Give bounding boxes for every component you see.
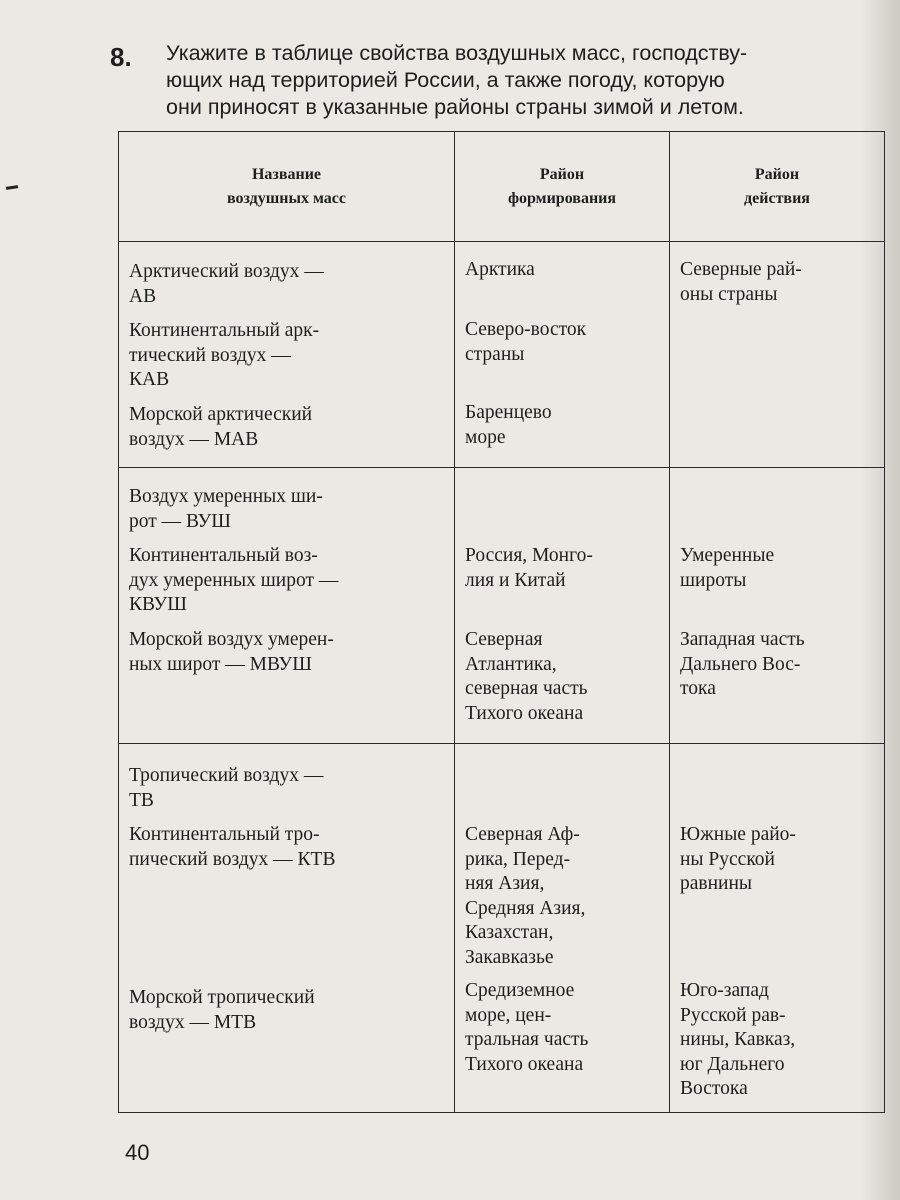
text-line: Континентальный арк- xyxy=(129,320,320,341)
air-masses-table xyxy=(118,131,885,1113)
text-line: Западная часть xyxy=(680,629,805,650)
action-entry xyxy=(680,628,878,702)
text-line: тральная часть xyxy=(465,1029,589,1050)
task-line: ющих над территорией России, а также погоду, которую xyxy=(166,68,725,92)
formation-entry xyxy=(465,544,663,593)
action-entry xyxy=(680,258,878,307)
text-line: северная часть xyxy=(465,678,588,699)
text-line: лия и Китай xyxy=(465,569,566,591)
formation-entry xyxy=(465,401,663,450)
text-line: ны Русской xyxy=(680,848,775,870)
text-line: море, цен- xyxy=(465,1004,552,1026)
text-line: КАВ xyxy=(129,369,170,390)
text-line: страны xyxy=(465,343,525,365)
text-line: няя Азия, xyxy=(465,873,545,894)
air-mass-entry xyxy=(129,764,448,813)
table-row-tropical xyxy=(119,744,885,1113)
table-header-row xyxy=(119,132,885,242)
cell-names xyxy=(119,468,455,744)
text-line: Закавказье xyxy=(465,946,554,968)
task-line: Укажите в таблице свойства воздушных масс, господству- xyxy=(166,41,748,65)
action-entry xyxy=(680,979,878,1102)
cell-formation xyxy=(455,242,670,468)
formation-entry xyxy=(465,823,663,970)
text-line: Южные райо- xyxy=(680,824,796,845)
text-line: АВ xyxy=(129,285,157,307)
air-mass-entry xyxy=(129,260,448,309)
text-line: равнины xyxy=(680,873,753,894)
text-line: рика, Перед- xyxy=(465,848,571,870)
text-line: широты xyxy=(680,569,747,591)
cell-action xyxy=(670,468,885,744)
text-line: Воздух умеренных ши- xyxy=(129,486,323,507)
header-line: Район xyxy=(754,165,800,183)
cell-action xyxy=(670,242,885,468)
air-mass-entry xyxy=(129,403,448,452)
text-line: Казахстан, xyxy=(465,922,554,943)
formation-entry xyxy=(465,258,663,283)
air-mass-entry xyxy=(129,986,448,1035)
cell-formation xyxy=(455,468,670,744)
text-line: Северо-восток xyxy=(465,319,587,340)
header-line: Название xyxy=(251,165,322,183)
text-line: Северная xyxy=(465,629,543,650)
cell-names xyxy=(119,744,455,1113)
air-mass-entry xyxy=(129,823,448,872)
air-mass-entry xyxy=(129,544,448,618)
text-line: Тихого океана xyxy=(465,702,584,724)
text-line: ТВ xyxy=(129,789,154,811)
cell-formation xyxy=(455,744,670,1113)
text-line: КВУШ xyxy=(129,594,187,615)
text-line: Средиземное xyxy=(465,980,575,1001)
text-line: пический воздух — КТВ xyxy=(129,848,336,870)
cell-names xyxy=(119,242,455,468)
text-line: тока xyxy=(680,678,716,699)
header-action-region xyxy=(670,132,885,242)
text-line: Тихого океана xyxy=(465,1053,584,1075)
text-line: Россия, Монго- xyxy=(465,545,593,566)
header-air-mass-name xyxy=(119,132,455,242)
text-line: Арктика xyxy=(465,259,535,280)
text-line: Северная Аф- xyxy=(465,824,580,845)
text-line: Дальнего Вос- xyxy=(680,653,801,675)
text-line: оны страны xyxy=(680,283,778,305)
task-number: 8. xyxy=(110,42,132,72)
text-line: рот — ВУШ xyxy=(129,510,231,532)
task-line: они приносят в указанные районы страны зимой и летом. xyxy=(166,95,744,119)
text-line: море xyxy=(465,426,506,448)
formation-entry xyxy=(465,318,663,367)
text-line: Юго-запад xyxy=(680,980,769,1001)
task-instruction xyxy=(166,40,880,121)
text-line: юг Дальнего xyxy=(680,1053,785,1075)
text-line: Северные рай- xyxy=(680,259,802,280)
text-line: Баренцево xyxy=(465,402,552,423)
text-line: дух умеренных широт — xyxy=(129,569,339,591)
text-line: Востока xyxy=(680,1078,748,1099)
action-entry xyxy=(680,544,878,593)
cell-action xyxy=(670,744,885,1113)
header-line: действия xyxy=(744,189,810,207)
text-line: Континентальный тро- xyxy=(129,824,320,845)
header-line: воздушных масс xyxy=(227,189,346,207)
text-line: нины, Кавказ, xyxy=(680,1029,796,1050)
table-row-arctic xyxy=(119,242,885,468)
text-line: Континентальный воз- xyxy=(129,545,318,566)
text-line: Русской рав- xyxy=(680,1004,786,1026)
formation-entry xyxy=(465,979,663,1077)
header-line: Район xyxy=(539,165,585,183)
air-mass-entry xyxy=(129,319,448,393)
formation-entry xyxy=(465,628,663,726)
text-line: ных широт — МВУШ xyxy=(129,653,312,675)
text-line: Арктический воздух — xyxy=(129,261,324,282)
header-line: формирования xyxy=(507,189,617,207)
action-entry xyxy=(680,823,878,897)
text-line: воздух — МАВ xyxy=(129,428,259,450)
text-line: Умеренные xyxy=(680,545,775,566)
air-mass-entry xyxy=(129,628,448,677)
text-line: Средняя Азия, xyxy=(465,897,586,919)
text-line: Атлантика, xyxy=(465,653,557,675)
header-formation-region xyxy=(455,132,670,242)
stray-ink-mark xyxy=(6,185,18,190)
text-line: Морской тропический xyxy=(129,987,315,1008)
text-line: Тропический воздух — xyxy=(129,765,324,786)
text-line: Морской арктический xyxy=(129,404,313,425)
air-mass-entry xyxy=(129,485,448,534)
page-number: 40 xyxy=(125,1140,150,1165)
text-line: тический воздух — xyxy=(129,344,291,366)
table-row-temperate xyxy=(119,468,885,744)
text-line: Морской воздух умерен- xyxy=(129,629,334,650)
text-line: воздух — МТВ xyxy=(129,1011,257,1033)
